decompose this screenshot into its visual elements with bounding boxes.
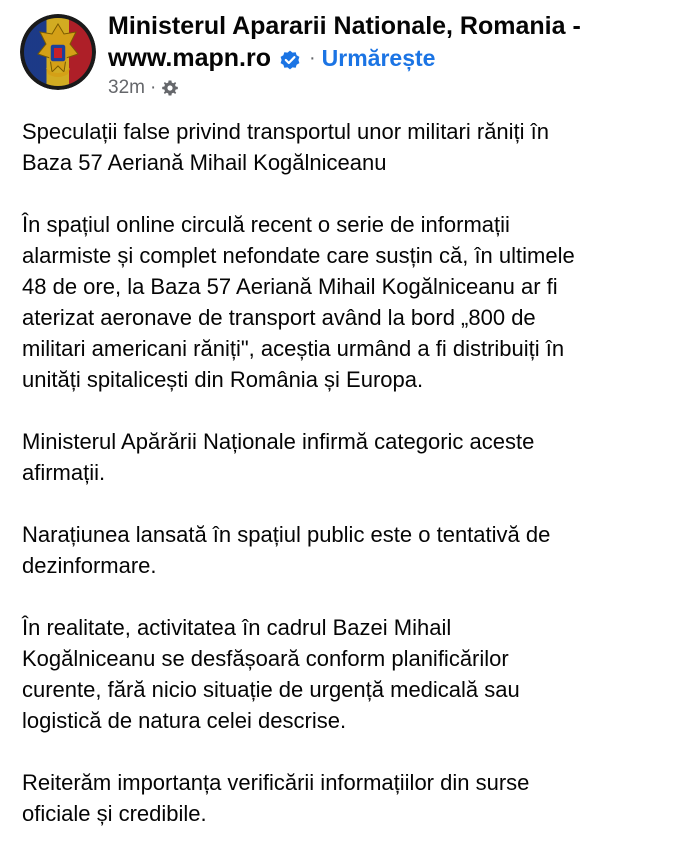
header-separator: · — [308, 47, 316, 69]
post-body — [22, 116, 692, 860]
post-paragraph: În spațiul online circulă recent o serie de informații alarmiste și complet nefondate care susțin că, în ultimele 48 de ore, la Baza 57 Aeriană Mihail Kogălniceanu ar fi aterizat aeronave de transport având la bord „800 de militari americani răniți", aceștia urmând a fi distribuiți în unități spitalicești din România și Europa. — [22, 212, 575, 392]
page-avatar[interactable] — [20, 14, 96, 90]
post-header — [16, 10, 686, 110]
page-name-line2 — [108, 42, 688, 74]
page-name[interactable]: Ministerul Apararii Nationale, Romania - — [108, 12, 581, 40]
post-paragraph: Speculații false privind transportul unor militari răniți în Baza 57 Aeriană Mihail Kogălniceanu — [22, 119, 550, 175]
post-paragraph: În realitate, activitatea în cadrul Bazei Mihail Kogălniceanu se desfășoară conform planificărilor curente, fără nicio situație de urgență medicală sau logistică de natura celei descrise. — [22, 615, 520, 733]
page-name-url[interactable]: www.mapn.ro — [108, 44, 271, 72]
post-paragraph: Reiterăm importanța verificării informațiilor din surse oficiale și credibile. — [22, 770, 530, 826]
gear-icon[interactable] — [161, 79, 179, 97]
coat-of-arms-logo — [20, 14, 96, 90]
verified-badge-icon — [279, 47, 301, 69]
meta-separator: · — [149, 77, 157, 98]
post-paragraph: Ministerul Apărării Naționale infirmă categoric aceste afirmații. — [22, 429, 535, 485]
post-meta — [108, 76, 688, 100]
post-paragraph: Narațiunea lansată în spațiul public este o tentativă de dezinformare. — [22, 522, 551, 578]
post-time[interactable]: 32m — [108, 77, 145, 98]
follow-button[interactable]: Urmărește — [321, 45, 436, 71]
header-text — [108, 10, 688, 100]
